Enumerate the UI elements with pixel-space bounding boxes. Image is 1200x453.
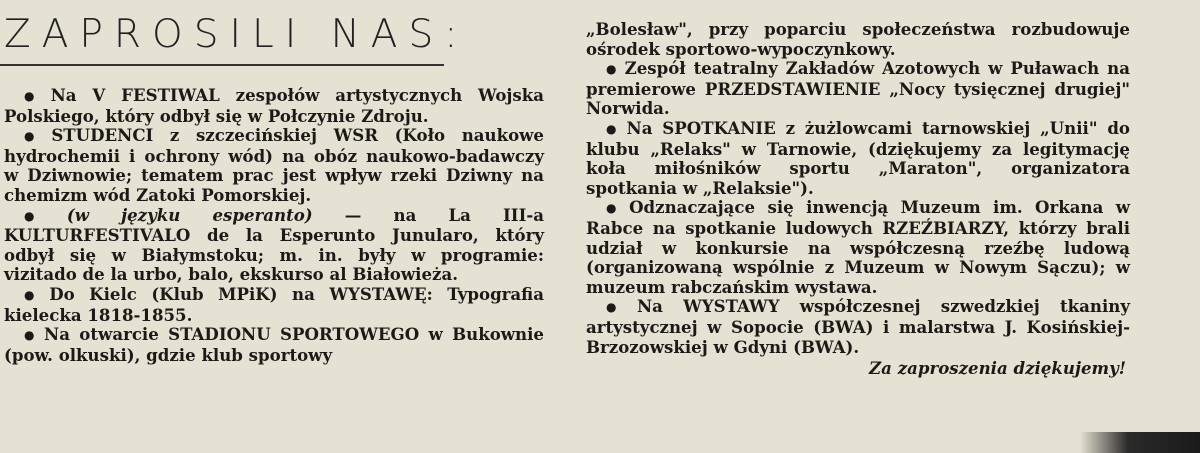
paragraph-museum: ● Odznaczające się inwencją Muzeum im. Orkana w Rabce na spotkanie ludowych RZEŹBIARZY, którzy brali udział w konkursie na współczesną rzeźbę ludową (organizowaną wspólnie z Muzeum w Nowym Sączu); w muzeum rabczańskim wystawa. — [586, 198, 1130, 297]
paragraph-esperanto — [4, 206, 544, 285]
paragraph-stadium: ● Na otwarcie STADIONU SPORTOWEGO w Bukownie (pow. olkuski), gdzie klub sportowy — [4, 325, 544, 365]
esperanto-note: (w języku esperanto) — [66, 204, 313, 225]
closing-thanks: Za zaproszenia dziękujemy! — [869, 358, 1126, 379]
paragraph-kielce: ● Do Kielc (Klub MPiK) na WYSTAWĘ: Typografia kielecka 1818-1855. — [4, 285, 544, 325]
paragraph-exhibitions: ● Na WYSTAWY współczesnej szwedzkiej tkaniny artystycznej w Sopocie (BWA) i malarstwa J. Kosińskiej-Brzozowskiej w Gdyni (BWA). — [586, 297, 1130, 357]
right-column — [586, 20, 1130, 379]
paragraph-festival: ● Na V FESTIWAL zespołów artystycznych Wojska Polskiego, który odbył się w Połczynie Zdroju. — [4, 86, 544, 126]
scan-edge-shadow — [1080, 432, 1200, 453]
title-underline — [0, 64, 444, 66]
left-column — [4, 86, 544, 365]
paragraph-students: ● STUDENCI z szczecińskiej WSR (Koło naukowe hydrochemii i ochrony wód) na obóz naukowo-badawczy w Dziwnowie; tematem prac jest wpływ rzeki Dziwny na chemizm wód Zatoki Pomorskiej. — [4, 126, 544, 205]
esperanto-text: — na La III-a KULTURFESTIVALO de la Esperunto Junularo, który odbył się w Białymstoku; m. in. były w programie: vizitado de la urbo, balo, ekskurso al Białowieża. — [4, 204, 544, 285]
paragraph-speedway: ● Na SPOTKANIE z żużlowcami tarnowskiej „Unii" do klubu „Relaks" w Tarnowie, (dziękujemy za legitymację koła miłośników sportu „Maraton", organizatora spotkania w „Relaksie"). — [586, 119, 1130, 198]
section-title: ZAPROSILI NAS: — [4, 12, 469, 57]
paragraph-theatre: ● Zespół teatralny Zakładów Azotowych w Puławach na premierowe PRZEDSTAWIENIE „Nocy tysięcznej drugiej" Norwida. — [586, 59, 1130, 119]
paragraph-boleslaw: „Bolesław", przy poparciu społeczeństwa rozbudowuje ośrodek sportowo-wypoczynkowy. — [586, 19, 1130, 59]
